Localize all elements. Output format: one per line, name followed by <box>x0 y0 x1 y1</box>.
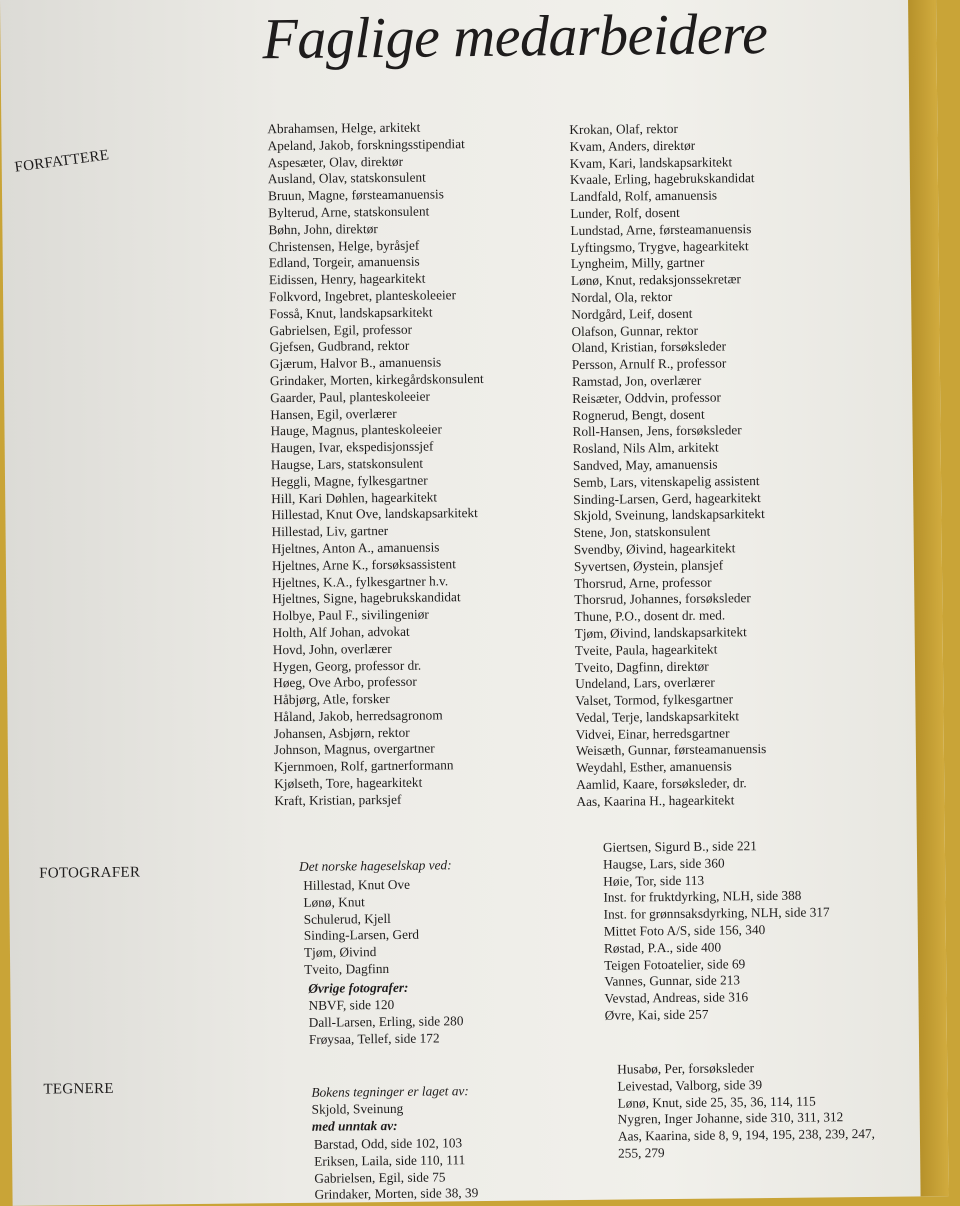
photographer-entry: Hillestad, Knut Ove <box>303 876 411 893</box>
author-entry: Reisæter, Oddvin, professor <box>572 389 721 406</box>
author-entry: Tjøm, Øivind, landskapsarkitekt <box>574 624 747 641</box>
section-label-fotografer: FOTOGRAFER <box>39 864 141 882</box>
author-entry: Rognerud, Bengt, dosent <box>572 406 705 423</box>
page-title: Faglige medarbeidere <box>262 0 768 72</box>
fotografer-subheading: Øvrige fotografer: <box>308 979 409 996</box>
author-entry: Bruun, Magne, førsteamanuensis <box>267 186 444 204</box>
author-entry: Weydahl, Esther, amanuensis <box>575 758 732 776</box>
author-entry: Stene, Jon, statskonsulent <box>573 523 711 541</box>
author-entry: Kvam, Kari, landskapsarkitekt <box>569 153 733 171</box>
author-entry: Holbye, Paul F., sivilingeniør <box>272 606 429 624</box>
author-entry: Abrahamsen, Helge, arkitekt <box>267 119 421 137</box>
author-entry: Gjefsen, Gudbrand, rektor <box>269 338 410 355</box>
author-entry: Gjærum, Halvor B., amanuensis <box>269 354 442 372</box>
author-entry: Hjeltnes, Signe, hagebrukskandidat <box>272 589 461 607</box>
author-entry: Krokan, Olaf, rektor <box>569 120 679 138</box>
author-entry: Nordal, Ola, rektor <box>571 288 673 306</box>
photographer-entry: Haugse, Lars, side 360 <box>603 855 725 872</box>
author-entry: Hjeltnes, Arne K., forsøksassistent <box>271 555 456 573</box>
author-entry: Kvam, Anders, direktør <box>569 137 696 154</box>
author-entry: Gabrielsen, Egil, professor <box>269 321 413 338</box>
photographer-entry: Tjøm, Øivind <box>303 944 377 961</box>
photographer-entry: Mittet Foto A/S, side 156, 340 <box>603 922 766 939</box>
author-entry: Rosland, Nils Alm, arkitekt <box>572 439 719 457</box>
author-entry: Oland, Kristian, forsøksleder <box>571 338 727 356</box>
author-entry: Haugen, Ivar, ekspedisjonssjef <box>270 438 434 456</box>
author-entry: Kvaale, Erling, hagebrukskandidat <box>569 170 755 188</box>
page-edge <box>908 0 949 1196</box>
author-entry: Nordgård, Leif, dosent <box>571 305 693 322</box>
photographer-entry: Dall-Larsen, Erling, side 280 <box>308 1013 464 1030</box>
author-entry: Lyngheim, Milly, gartner <box>570 255 705 272</box>
author-entry: Roll-Hansen, Jens, forsøksleder <box>572 422 742 440</box>
photographer-entry: Teigen Fotoatelier, side 69 <box>604 955 746 973</box>
illustrator-entry: Eriksen, Laila, side 110, 111 <box>314 1151 466 1169</box>
illustrator-entry: Husabø, Per, forsøksleder <box>617 1060 755 1077</box>
author-entry: Thorsrud, Arne, professor <box>574 574 712 591</box>
photographer-entry: Inst. for grønnsaksdyrking, NLH, side 317 <box>603 904 830 922</box>
photographer-entry: Inst. for fruktdyrking, NLH, side 388 <box>603 888 802 906</box>
illustrator-entry: Gabrielsen, Egil, side 75 <box>314 1168 446 1186</box>
author-entry: Hovd, John, overlærer <box>272 640 392 657</box>
tegnere-column-1 <box>311 1083 469 1135</box>
author-entry: Vidvei, Einar, herredsgartner <box>575 725 730 742</box>
author-entry: Grindaker, Morten, kirkegårdskonsulent <box>269 370 484 389</box>
author-entry: Sandved, May, amanuensis <box>572 456 718 473</box>
author-entry: Hillestad, Liv, gartner <box>271 523 389 540</box>
tegnere-exceptions-list <box>314 1135 478 1204</box>
photographer-entry: Lønø, Knut <box>303 894 365 910</box>
tegnere-column-2 <box>617 1059 875 1162</box>
author-entry: Weisæth, Gunnar, førsteamanuensis <box>575 741 767 759</box>
author-entry: Kjernmoen, Rolf, gartnerformann <box>273 757 454 775</box>
author-entry: Gaarder, Paul, planteskoleeier <box>270 388 430 405</box>
fotografer-heading: Det norske hageselskap ved: <box>299 857 452 874</box>
author-entry: Tveite, Paula, hagearkitekt <box>574 641 718 658</box>
author-entry: Undeland, Lars, overlærer <box>575 674 715 692</box>
illustrator-entry: Grindaker, Morten, side 38, 39 <box>314 1185 479 1203</box>
author-entry: Heggli, Magne, fylkesgartner <box>270 472 428 489</box>
photographer-entry: Tveito, Dagfinn <box>304 960 390 977</box>
author-entry: Hillestad, Knut Ove, landskapsarkitekt <box>271 505 478 523</box>
author-entry: Ausland, Olav, statskonsulent <box>267 169 426 187</box>
photographer-entry: NBVF, side 120 <box>308 996 395 1013</box>
author-entry: Johnson, Magnus, overgartner <box>273 740 435 758</box>
author-entry: Høeg, Ove Arbo, professor <box>273 673 417 691</box>
tegnere-subheading: med unntak av: <box>311 1117 398 1134</box>
author-entry: Persson, Arnulf R., professor <box>571 355 727 373</box>
forfattere-column-2 <box>569 120 768 811</box>
author-entry: Bylterud, Arne, statskonsulent <box>268 203 430 221</box>
author-entry: Folkvord, Ingebret, planteskoleeier <box>269 287 457 305</box>
forfattere-column-1 <box>267 119 488 810</box>
photographer-entry: Høie, Tor, side 113 <box>603 872 705 889</box>
author-entry: Aspesæter, Olav, direktør <box>267 153 404 170</box>
author-entry: Johansen, Asbjørn, rektor <box>273 724 410 741</box>
author-entry: Kjølseth, Tore, hagearkitekt <box>274 774 423 792</box>
author-entry: Vedal, Terje, landskapsarkitekt <box>575 708 740 725</box>
author-entry: Hauge, Magnus, planteskoleeier <box>270 421 442 439</box>
photographer-entry: Schulerud, Kjell <box>303 910 391 927</box>
author-entry: Hjeltnes, K.A., fylkesgartner h.v. <box>272 572 449 590</box>
author-entry: Hygen, Georg, professor dr. <box>272 657 422 674</box>
author-entry: Kraft, Kristian, parksjef <box>274 791 402 809</box>
author-entry: Thorsrud, Johannes, forsøksleder <box>574 590 751 608</box>
author-entry: Eidissen, Henry, hagearkitekt <box>268 270 426 288</box>
illustrator-entry: 255, 279 <box>618 1145 665 1161</box>
author-entry: Lønø, Knut, redaksjonssekretær <box>570 271 741 289</box>
illustrator-entry: Nygren, Inger Johanne, side 310, 311, 312 <box>617 1109 844 1127</box>
author-entry: Valset, Tormod, fylkesgartner <box>575 691 734 709</box>
author-entry: Hansen, Egil, overlærer <box>270 405 397 422</box>
illustrator-entry: Lønø, Knut, side 25, 35, 36, 114, 115 <box>617 1093 816 1111</box>
fotografer-column-2 <box>603 837 831 1024</box>
author-entry: Aamlid, Kaare, forsøksleder, dr. <box>576 775 747 793</box>
author-entry: Landfald, Rolf, amanuensis <box>570 187 718 205</box>
author-entry: Edland, Torgeir, amanuensis <box>268 253 420 271</box>
tegnere-main-illustrator: Skjold, Sveinung <box>311 1100 404 1117</box>
author-entry: Ramstad, Jon, overlærer <box>571 372 702 389</box>
author-entry: Lundstad, Arne, førsteamanuensis <box>570 220 752 238</box>
author-entry: Syvertsen, Øystein, plansjef <box>573 557 724 574</box>
author-entry: Tveito, Dagfinn, direktør <box>574 658 709 675</box>
photographer-entry: Vevstad, Andreas, side 316 <box>604 989 749 1006</box>
author-entry: Sinding-Larsen, Gerd, hagearkitekt <box>573 489 761 507</box>
author-entry: Lyftingsmo, Trygve, hagearkitekt <box>570 237 749 255</box>
author-entry: Holth, Alf Johan, advokat <box>272 623 410 641</box>
photographer-entry: Sinding-Larsen, Gerd <box>303 927 420 944</box>
section-label-forfattere: FORFATTERE <box>13 147 111 176</box>
fotografer-ovrige-list <box>308 996 463 1048</box>
tegnere-heading: Bokens tegninger er laget av: <box>311 1083 469 1100</box>
author-entry: Haugse, Lars, statskonsulent <box>270 455 424 473</box>
author-entry: Olafson, Gunnar, rektor <box>571 322 699 339</box>
author-entry: Apeland, Jakob, forskningsstipendiat <box>267 135 465 154</box>
author-entry: Semb, Lars, vitenskapelig assistent <box>573 472 760 490</box>
author-entry: Christensen, Helge, byråsjef <box>268 237 420 254</box>
author-entry: Hill, Kari Døhlen, hagearkitekt <box>271 488 438 506</box>
photographer-entry: Røstad, P.A., side 400 <box>603 939 722 956</box>
author-entry: Hjeltnes, Anton A., amanuensis <box>271 539 440 557</box>
author-entry: Aas, Kaarina H., hagearkitekt <box>576 792 735 809</box>
author-entry: Lunder, Rolf, dosent <box>570 204 680 222</box>
illustrator-entry: Leivestad, Valborg, side 39 <box>617 1076 763 1094</box>
photographer-entry: Giertsen, Sigurd B., side 221 <box>602 838 757 855</box>
author-entry: Bøhn, John, direktør <box>268 220 378 237</box>
author-entry: Håland, Jakob, herredsagronom <box>273 707 443 725</box>
author-entry: Fosså, Knut, landskapsarkitekt <box>269 304 433 321</box>
author-entry: Skjold, Sveinung, landskapsarkitekt <box>573 506 765 524</box>
photographer-entry: Øvre, Kai, side 257 <box>604 1006 709 1023</box>
photographer-entry: Vannes, Gunnar, side 213 <box>604 972 741 990</box>
fotografer-hageselskap-list <box>303 877 419 979</box>
section-label-tegnere: TEGNERE <box>43 1080 114 1098</box>
fotografer-ovrige <box>308 980 408 998</box>
photographer-entry: Frøysaa, Tellef, side 172 <box>308 1030 440 1047</box>
illustrator-entry: Barstad, Odd, side 102, 103 <box>313 1135 463 1152</box>
fotografer-column-1 <box>299 857 452 875</box>
illustrator-entry: Aas, Kaarina, side 8, 9, 194, 195, 238, 239, 247, <box>617 1126 876 1144</box>
author-entry: Thune, P.O., dosent dr. med. <box>574 607 726 625</box>
author-entry: Svendby, Øivind, hagearkitekt <box>573 540 736 557</box>
author-entry: Håbjørg, Atle, forsker <box>273 691 390 708</box>
